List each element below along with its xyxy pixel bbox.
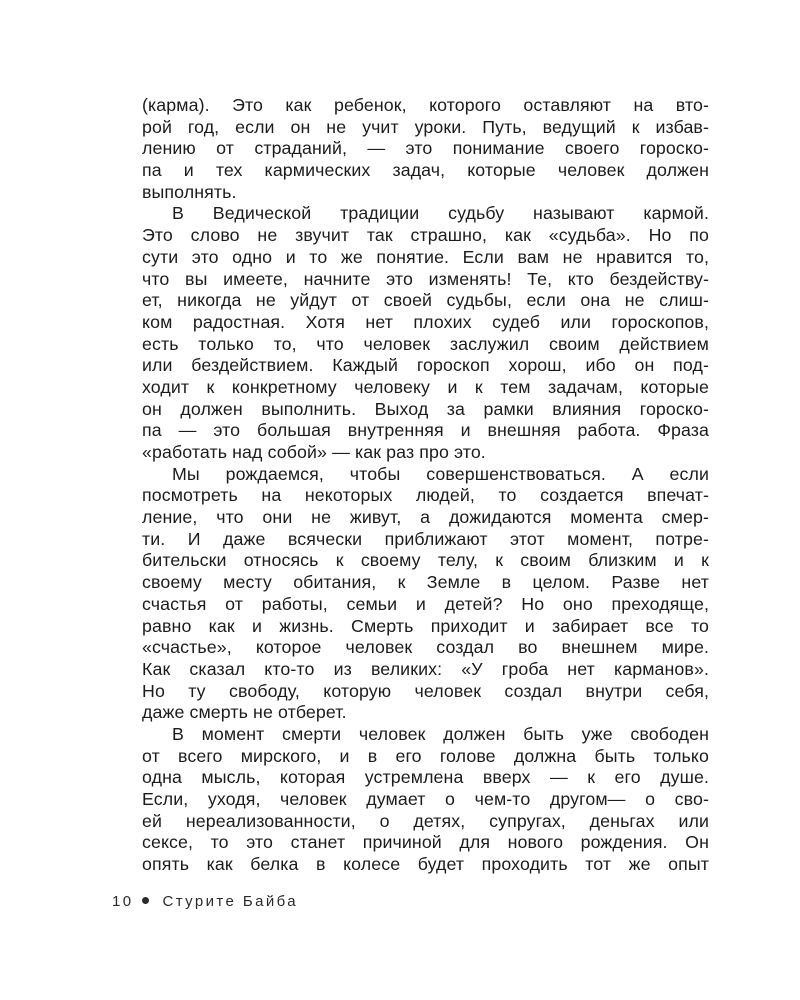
text-line: «работать над собой» — как раз про это. [142, 442, 486, 462]
text-line: ей нереализованности, о детях, супругах, деньгах или [142, 810, 709, 831]
text-line: «счастье», которое человек создал во внешнем мире. [142, 637, 709, 658]
text-line: одна мысль, которая устремлена вверх — к его душе. [142, 767, 709, 788]
text-line: своему месту обитания, к Земле в целом. Разве нет [142, 572, 709, 593]
text-line: равно как и жизнь. Смерть приходит и забирает все то [142, 615, 709, 636]
text-line: что вы имеете, начните это изменять! Те, кто бездейству- [142, 268, 709, 289]
text-line: ление, что они не живут, а дожидаются момента смер- [142, 507, 709, 528]
text-line: Мы рождаемся, чтобы совершенствоваться. А если [172, 463, 709, 484]
text-line: счастья от работы, семьи и детей? Но оно преходяще, [142, 593, 709, 614]
body-text [142, 95, 709, 876]
text-line: сути это одно и то же понятие. Если вам не нравится то, [142, 246, 709, 267]
text-line: па — это большая внутренняя и внешняя работа. Фраза [142, 420, 709, 441]
text-line: опять как белка в колесе будет проходить тот же опыт [142, 854, 709, 875]
text-line: он должен выполнить. Выход за рамки влияния гороско- [142, 398, 709, 419]
author-name: Стурите Байба [162, 893, 298, 910]
text-line: рой год, если он не учит уроки. Путь, ведущий к избав- [142, 116, 709, 137]
text-line: ет, никогда не уйдут от своей судьбы, если она не слиш- [142, 290, 709, 311]
text-line: ходит к конкретному человеку и к тем задачам, которые [142, 376, 709, 397]
text-line: бительски относясь к своему телу, к своим близким и к [142, 550, 709, 571]
text-line: Как сказал кто-то из великих: «У гроба нет карманов». [142, 658, 709, 679]
text-line: выполнять. [142, 181, 237, 202]
text-line: па и тех кармических задач, которые человек должен [142, 160, 709, 181]
text-line: В момент смерти человек должен быть уже свободен [172, 723, 709, 744]
text-line: Но ту свободу, которую человек создал внутри себя, [142, 680, 709, 701]
text-line: или бездействием. Каждый гороскоп хорош, ибо он под- [142, 355, 709, 376]
bullet-icon [142, 897, 149, 904]
text-line: ком радостная. Хотя нет плохих судеб или гороскопов, [142, 311, 709, 332]
text-line: В Ведической традиции судьбу называют кармой. [172, 203, 709, 224]
text-line: есть только то, что человек заслужил своим действием [142, 333, 709, 354]
text-line: даже смерть не отберет. [142, 702, 347, 723]
text-line: ти. И даже всячески приближают этот момент, потре- [142, 528, 709, 549]
text-line: (карма). Это как ребенок, которого оставляют на вто- [142, 95, 709, 115]
text-line: посмотреть на некоторых людей, то создается впечат- [142, 485, 709, 506]
page-number: 10 [112, 893, 134, 910]
text-line: сексе, то это станет причиной для нового рождения. Он [142, 832, 709, 853]
text-line: Это слово не звучит так страшно, как «судьба». Но по [142, 225, 709, 246]
text-line: лению от страданий, — это понимание своего гороско- [142, 138, 709, 159]
page-footer [112, 893, 298, 910]
text-line: от всего мирского, и в его голове должна быть только [142, 745, 709, 766]
text-line: Если, уходя, человек думает о чем-то другом— о сво- [142, 789, 709, 809]
